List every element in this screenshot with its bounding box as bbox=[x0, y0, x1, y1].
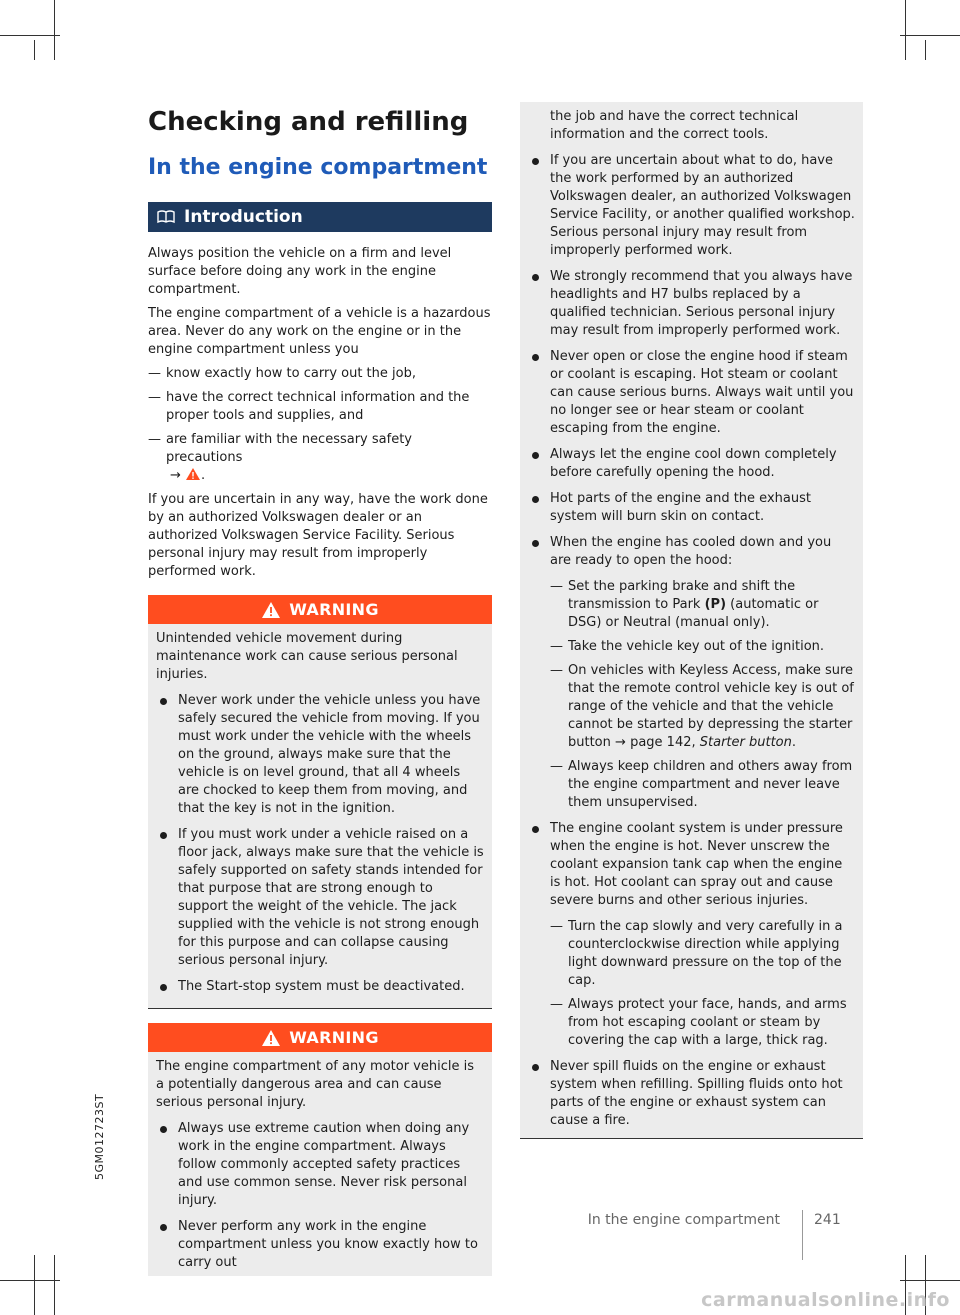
arrow-right-icon: → bbox=[170, 468, 181, 483]
warning-body bbox=[148, 624, 492, 1008]
crop-mark bbox=[0, 1280, 60, 1281]
page-reference[interactable] bbox=[615, 735, 792, 750]
warning-item: Never perform any work in the engine compartment unless you know exactly how to carry out bbox=[156, 1218, 484, 1272]
hood-steps bbox=[550, 578, 855, 812]
warning-item: Never spill fluids on the engine or exhaust system when refilling. Spilling fluids onto hot parts of the engine or exhaust system can cause a fire. bbox=[528, 1058, 855, 1130]
cross-reference[interactable]: → . bbox=[170, 468, 206, 483]
coolant-steps bbox=[550, 918, 855, 1050]
book-icon bbox=[156, 209, 176, 225]
warning-item: Hot parts of the engine and the exhaust system will burn skin on contact. bbox=[528, 490, 855, 526]
warning-item-text: The engine coolant system is under pressure when the engine is hot. Never unscrew the coolant expansion tank cap when the engine is hot. Hot coolant can spray out and cause severe burns and other serious injuries. bbox=[550, 821, 843, 908]
intro-label: Introduction bbox=[184, 207, 303, 227]
warning-item: If you must work under a vehicle raised on a floor jack, always make sure that the vehicle is safely supported on safety stands intended for that purpose that are strong enough to support the weight of the vehicle. The jack supplied with the vehicle is not strong enough for this purpose and can collapse causing serious personal injury. bbox=[156, 826, 484, 970]
intro-bar bbox=[148, 202, 492, 232]
warning-item: Always let the engine cool down completely before carefully opening the hood. bbox=[528, 446, 855, 482]
warning-triangle-icon bbox=[261, 1029, 281, 1047]
step-text: Set the parking brake and shift the transmission to Park bbox=[568, 579, 796, 612]
warning-item: If you are uncertain about what to do, have the work performed by an authorized Volkswagen dealer, an authorized Volkswagen Service Facility, or another qualified workshop. Serious personal injury may result from improperly performed work. bbox=[528, 152, 855, 260]
list-item bbox=[148, 431, 492, 485]
warning-item bbox=[528, 820, 855, 1050]
intro-paragraph: The engine compartment of a vehicle is a hazardous area. Never do any work on the engine or in the engine compartment unless you bbox=[148, 306, 491, 357]
crop-mark bbox=[34, 40, 35, 60]
list-item: — know exactly how to carry out the job, bbox=[148, 365, 492, 383]
warning-item: We strongly recommend that you always have headlights and H7 bulbs replaced by a qualified technician. Serious personal injury may result from improperly performed work. bbox=[528, 268, 855, 340]
page-number: 241 bbox=[814, 1212, 841, 1228]
warning-list bbox=[156, 692, 484, 996]
document-code: 5GM012723ST bbox=[93, 1093, 106, 1180]
gear-position: (P) bbox=[704, 597, 727, 612]
watermark: carmanualsonline.info bbox=[701, 1289, 950, 1311]
crop-mark bbox=[34, 1255, 35, 1315]
footer-divider bbox=[802, 1210, 803, 1260]
section-title: In the engine compartment bbox=[148, 155, 488, 180]
warning-triangle-icon bbox=[185, 467, 201, 481]
list-item bbox=[550, 578, 855, 632]
crop-mark bbox=[54, 0, 55, 60]
crop-mark bbox=[900, 1280, 960, 1281]
step-text: (automatic or DSG) or Neutral (manual only). bbox=[568, 597, 819, 630]
left-column bbox=[148, 245, 492, 1276]
warning-label: WARNING bbox=[289, 1027, 379, 1047]
page-title: Checking and refilling bbox=[148, 107, 469, 137]
footer-section: In the engine compartment bbox=[587, 1212, 780, 1228]
warning-list bbox=[528, 152, 855, 1130]
step-text: On vehicles with Keyless Access, make sure that the remote control vehicle key is out of range of the vehicle and that the vehicle cannot be started by depressing the starter button bbox=[568, 663, 854, 750]
warning-box bbox=[148, 595, 492, 1009]
warning-item: Never open or close the engine hood if steam or coolant is escaping. Hot steam or coolant can cause serious burns. Always wait until you no longer see or hear steam or coolant escaping from the engine. bbox=[528, 348, 855, 438]
warning-lead: The engine compartment of any motor vehicle is a potentially dangerous area and can cause serious personal injury. bbox=[156, 1059, 474, 1110]
warning-header bbox=[148, 1023, 492, 1052]
page-reference-title: Starter button bbox=[699, 735, 792, 750]
list-item: — Take the vehicle key out of the ignition. bbox=[550, 638, 855, 656]
crop-mark bbox=[0, 35, 60, 36]
warning-box bbox=[148, 1023, 492, 1276]
list-item-text: are familiar with the necessary safety precautions bbox=[166, 432, 412, 465]
warning-lead: Unintended vehicle movement during maintenance work can cause serious personal injuries. bbox=[156, 631, 458, 682]
warning-item-text: When the engine has cooled down and you are ready to open the hood: bbox=[550, 535, 832, 568]
crop-mark bbox=[905, 0, 906, 60]
warning-item: Never work under the vehicle unless you have safely secured the vehicle from moving. If you must work under the vehicle with the wheels on the ground, always make sure that the vehicle is on level ground, that all 4 wheels are chocked to keep them from moving, and that the key is not in the ignition. bbox=[156, 692, 484, 818]
arrow-right-icon: → bbox=[615, 735, 626, 750]
warning-header bbox=[148, 595, 492, 624]
page-reference-text: page 142, bbox=[630, 735, 696, 750]
crop-mark bbox=[925, 40, 926, 60]
warning-continuation: the job and have the correct technical information and the correct tools. bbox=[550, 109, 799, 142]
list-item: — Always keep children and others away from the engine compartment and never leave them unsupervised. bbox=[550, 758, 855, 812]
warning-body-continued bbox=[520, 102, 863, 1139]
warning-item: The Start-stop system must be deactivated. bbox=[156, 978, 484, 996]
warning-item bbox=[528, 534, 855, 812]
warning-label: WARNING bbox=[289, 599, 379, 619]
intro-paragraph: If you are uncertain in any way, have the work done by an authorized Volkswagen dealer or an authorized Volkswagen Service Facility. Serious personal injury may result from improperly performed work. bbox=[148, 492, 488, 579]
list-item: — On vehicles with Keyless Access, make sure that the remote control vehicle key is out of range of the vehicle and that the vehicle cannot be started by depressing the starter button → page 142, Starter button. bbox=[550, 662, 855, 752]
list-item: — Turn the cap slowly and very carefully in a counterclockwise direction while applying light downward pressure on the top of the cap. bbox=[550, 918, 855, 990]
crop-mark bbox=[900, 35, 960, 36]
warning-item: Always use extreme caution when doing any work in the engine compartment. Always follow commonly accepted safety practices and use common sense. Never risk personal injury. bbox=[156, 1120, 484, 1210]
warning-triangle-icon bbox=[261, 601, 281, 619]
list-item: — have the correct technical information and the proper tools and supplies, and bbox=[148, 389, 492, 425]
warning-body bbox=[148, 1052, 492, 1276]
list-item: — Always protect your face, hands, and arms from hot escaping coolant or steam by covering the cap with a large, thick rag. bbox=[550, 996, 855, 1050]
intro-paragraph: Always position the vehicle on a firm and level surface before doing any work in the engine compartment. bbox=[148, 246, 452, 297]
warning-list bbox=[156, 1120, 484, 1272]
right-column bbox=[520, 102, 863, 1139]
crop-mark bbox=[54, 1255, 55, 1315]
intro-list bbox=[148, 365, 492, 485]
